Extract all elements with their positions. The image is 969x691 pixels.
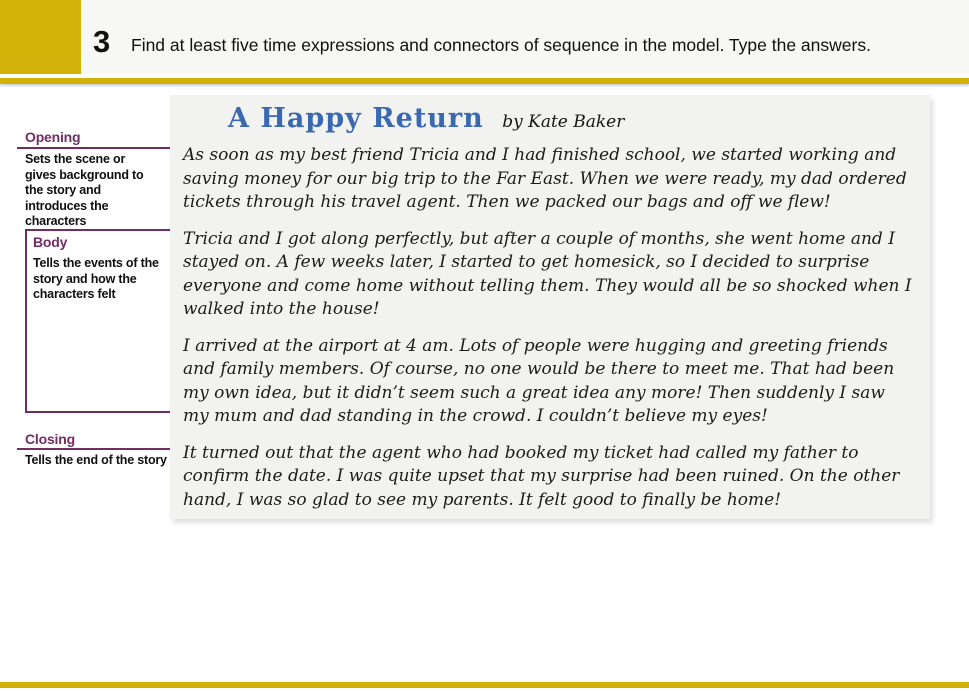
story-panel [170,95,930,519]
opening-arrow-line [17,147,178,149]
story-paragraph-2: Tricia and I got along perfectly, but after a couple of months, she went home and I stayed on. A few weeks later, I started to get homesick, so I decided to surprise everyone and come home without telling them. They would all be so shocked when I walked into the house! [183,228,912,319]
story-paragraph-3: I arrived at the airport at 4 am. Lots of people were hugging and greeting friends and family members. Of course, no one would be there to meet me. That had been my own idea, but it didn’t seem such a great idea any more! Then suddenly I saw my mum and dad standing in the crowd. I couldn’t believe my eyes! [183,335,895,426]
annotation-title-body: Body [33,234,68,250]
story-titlebar [228,103,912,134]
story-paragraph-1: As soon as my best friend Tricia and I had finished school, we started working and saving money for our big trip to the Far East. When we were ready, my dad ordered tickets through his travel agent. Then we packed our bags and off we flew! [183,145,907,212]
header-divider-rule [0,78,969,84]
story-byline: by Kate Baker [502,112,625,132]
annotation-title-closing: Closing [25,431,75,447]
corner-accent-square [0,0,81,74]
annotation-note-opening: Sets the scene or gives background to the story and introduces the characters [25,152,144,228]
exercise-instruction: Find at least five time expressions and connectors of sequence in the model. Type the answers. [131,35,871,55]
story-paragraph-4: It turned out that the agent who had booked my ticket had called my father to confirm the date. I was quite upset that my surprise had been ruined. On the other hand, I was so glad to see my parents. It felt good to finally be home! [183,442,900,510]
annotation-note-body: Tells the events of the story and how the characters felt [33,256,159,301]
story-body [183,144,912,512]
annotation-title-opening: Opening [25,129,81,145]
exercise-number: 3 [93,24,111,59]
story-title: A Happy Return [228,103,484,134]
bottom-accent-bar [0,682,969,688]
annotation-note-closing: Tells the end of the story [25,453,167,467]
closing-arrow-line [17,448,178,450]
